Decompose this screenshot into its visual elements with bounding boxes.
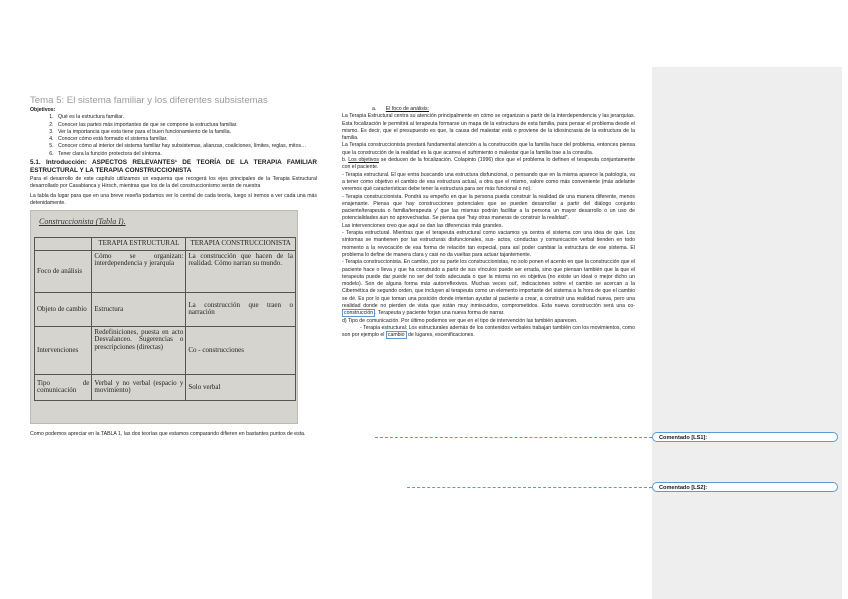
table-cell: Foco de análisis [35,250,92,292]
table-cell: Solo verbal [186,374,296,400]
right-column [342,106,635,340]
comment-connector-line [407,487,652,488]
commented-text[interactable]: construcción [344,310,374,317]
table-row [35,374,296,400]
commented-text[interactable]: cambio [387,332,405,339]
table-header-row [35,238,296,251]
section-heading: 5.1. Introducción: ASPECTOS RELEVANTES¹ DE TEORÍA DE LA TERAPIA FAMILIAR ESTRUCTURAL Y LA TERAPIA CONSTRUCCIONISTA [30,159,317,175]
table-cell: Tipo de comunicación [35,374,92,400]
item-b-label: Los objetivos [348,157,379,164]
table-cell: La construcción que traen o narración [186,292,296,326]
list-marker: a. [372,106,377,112]
paragraph [342,325,635,340]
after-table-paragraph: Como podemos apreciar en la TABLA 1, las dos teorías que estamos comparando difieren en bastantes puntos de esta. [30,431,306,438]
item-b-text: se deducen de la focalización. Colapinto (1996) dice que el problema lo definen el terapeuta conjuntamente con el paciente. [342,157,635,171]
paragraph: - Terapia construccionista. Pondrá su empeño en que la persona pueda construir la realidad de una manera diferente, menos enajenante. Piensa que hay construcciones potenciales que se pueden desarrollar a partir del diálogo conjunto paciente/terapeuta o familia/terapeuta y' que las mismas podrán facilitar a la persona un mayor desarrollo o un uso de potencialidades aun no aprovechadas. Se piensa que "hay otras maneras de construir la realidad". [342,193,635,222]
table-cell: La construcción que hacen de la realidad. Cómo narran su mundo. [186,250,296,292]
paragraph: La Terapia construccionista prestará fundamental atención a la construcción que la familia hace del problema, entonces piensa que la construcción de la realidad es la que acarrea el sufrimiento o malestar que la familia trae a la consulta. [342,142,635,156]
objective-item: 1. Qué es la estructura familiar. [55,114,317,121]
objective-item: 6. Tener clara la función protectora del síntoma. [55,151,317,158]
paragraph-text: - Terapia construccionista. En cambio, por su parte los construccionistas, no solo ponen el acento en que la construcción que el paciente hace o lleva y que ha construido a partir de sus vínculos puede ser errada, sino que piensan también que la que el terapeuta puede dar puede no ser del todo adecuada o que la misma no es objetiva (no existe un ideal o mejor dicho un modelo). Son de alguna forma más autorreflexivos. Muchas veces out', indicaciones sobre el cambio se acercan a la Cibernética de segundo orden, que incluyen al terapeuta como un elemento importante del sistema a la hora de que el cambio se dé. Es por lo que toman una posición donde intentan ayudar al paciente a crear, a construir una realidad nueva, pero una realidad donde no pierden de vista que están muy inmiscuidos, comprometidos. Esta nueva construcción será una co- [342,259,635,310]
objectives-list [30,114,317,158]
comment-connector-line [375,437,652,438]
objectives-label: Objetivos: [30,107,56,113]
table-cell: Verbal y no verbal (espacio y movimiento) [92,374,186,400]
table-intro-paragraph: La tabla da lugar para que en una breve reseña podamos ver lo central de cada teoría, luego sí iremos a ver cada una más detenidamente. [30,192,317,206]
paragraph-text: - Terapia estructural: Los estructurales además de los contenidos verbales trabajan también con los movimientos, como son por ejemplo el [342,324,635,339]
table-row [35,326,296,374]
table-cell: Co - construcciones [186,326,296,374]
table-row [35,292,296,326]
list-marker: b. [342,157,347,164]
comment-label: Comentado [LS2]: [659,485,708,491]
list-item-a [342,106,635,113]
comment-bubble[interactable] [652,482,838,492]
list-item-b [342,157,635,172]
table-photo-caption: Construccionista (Tabla I). [39,217,126,227]
document-title: Tema 5: El sistema familiar y los diferentes subsistemas [30,95,268,106]
table-cell: Objeto de cambio [35,292,92,326]
objective-item: 2. Conocer las partes más importantes de que se compone la estructura familiar. [55,122,317,129]
table-header-cell: TERAPIA CONSTRUCCIONISTA [186,238,296,251]
comment-bubble[interactable] [652,432,838,442]
comment-label: Comentado [LS1]: [659,435,708,441]
left-column [30,95,317,439]
comparison-table [34,237,296,401]
table-row [35,250,296,292]
table-cell: Intervenciones [35,326,92,374]
paragraph: - Terapia estructural. Mientras que el terapeuta estructural como vaciamos ya centra el sistema con una idea de que. Los síntomas se mantienen por las estructuras disfuncionales, sus- actos, conductas y comunicación verbal tienden en todo momento a la revocación de esa forma de relación tan especial, para así poder cambiar la estructura de ese sistema. El problema lo define de manera clara y casi no da vueltas para actuar tajantemente. [342,230,635,258]
paragraph [342,259,635,317]
table-header-cell [35,238,92,251]
paragraph-text: . Terapeuta y paciente forjan una nueva forma de narrar. [375,310,505,317]
paragraph: Las intervenciones creo que aquí se dan las diferencias más grandes. [342,222,503,229]
item-a-label: El foco de análisis: [385,106,430,112]
paragraph: - Terapia estructural. El que entra buscando una estructura disfuncional, o pensando que en la misma aparece la patología, va a tener como objetivo el cambio de esa estructura actual, a otra que el mismo, valore como más conveniente (más adelante veremos qué características debe tener la estructura para ser más funcional o no). [342,171,635,193]
table-photo[interactable] [30,210,298,424]
objective-item: 5. Conocer cómo al interior del sistema familiar hay subsistemas, alianzas, coaliciones, límites, reglas, mitos… [55,143,317,150]
table-cell: Redefiniciones, puesta en acto Desvalanceo. Sugerencias o prescripciones (directas) [92,326,186,374]
paragraph: La Terapia Estructural centra su atención principalmente en cómo se organizan a partir de la interdependencia y las jerarquías. Esta focalización le permitirá al terapeuta formarse un mapa de la estructura de esta familia, para pensar el problema desde el mismo. Es decir, que el presupuesto es que, la causa del malestar está o proviene de la idiosincrasia de la estructura de la familia. [342,113,635,142]
table-cell: Estructura [92,292,186,326]
table-cell: Cómo se organizan: interdependencia y jerarquía [92,250,186,292]
paragraph: d) Tipo de comunicación. Por último podemos ver que en el tipo de intervención las también aparecen. [342,317,578,324]
intro-paragraph: Para el desarrollo de este capítulo utilizamos un esquema que recogerá los ejes principales de la Terapia Estructural desarrollado por Casabianca y Hirsch, mientras que los de la del construccionismo serán de nuestra [30,176,317,190]
objective-item: 4. Conocer cómo está formado el sistema familiar. [55,136,317,143]
comment-margin-pane [652,67,842,599]
table-header-cell: TERAPIA ESTRUCTURAL [92,238,186,251]
paragraph-text: de lugares, escenificaciones. [406,332,475,339]
objective-item: 3. Ver la importancia que esta tiene para el buen funcionamiento de la familia. [55,129,317,136]
